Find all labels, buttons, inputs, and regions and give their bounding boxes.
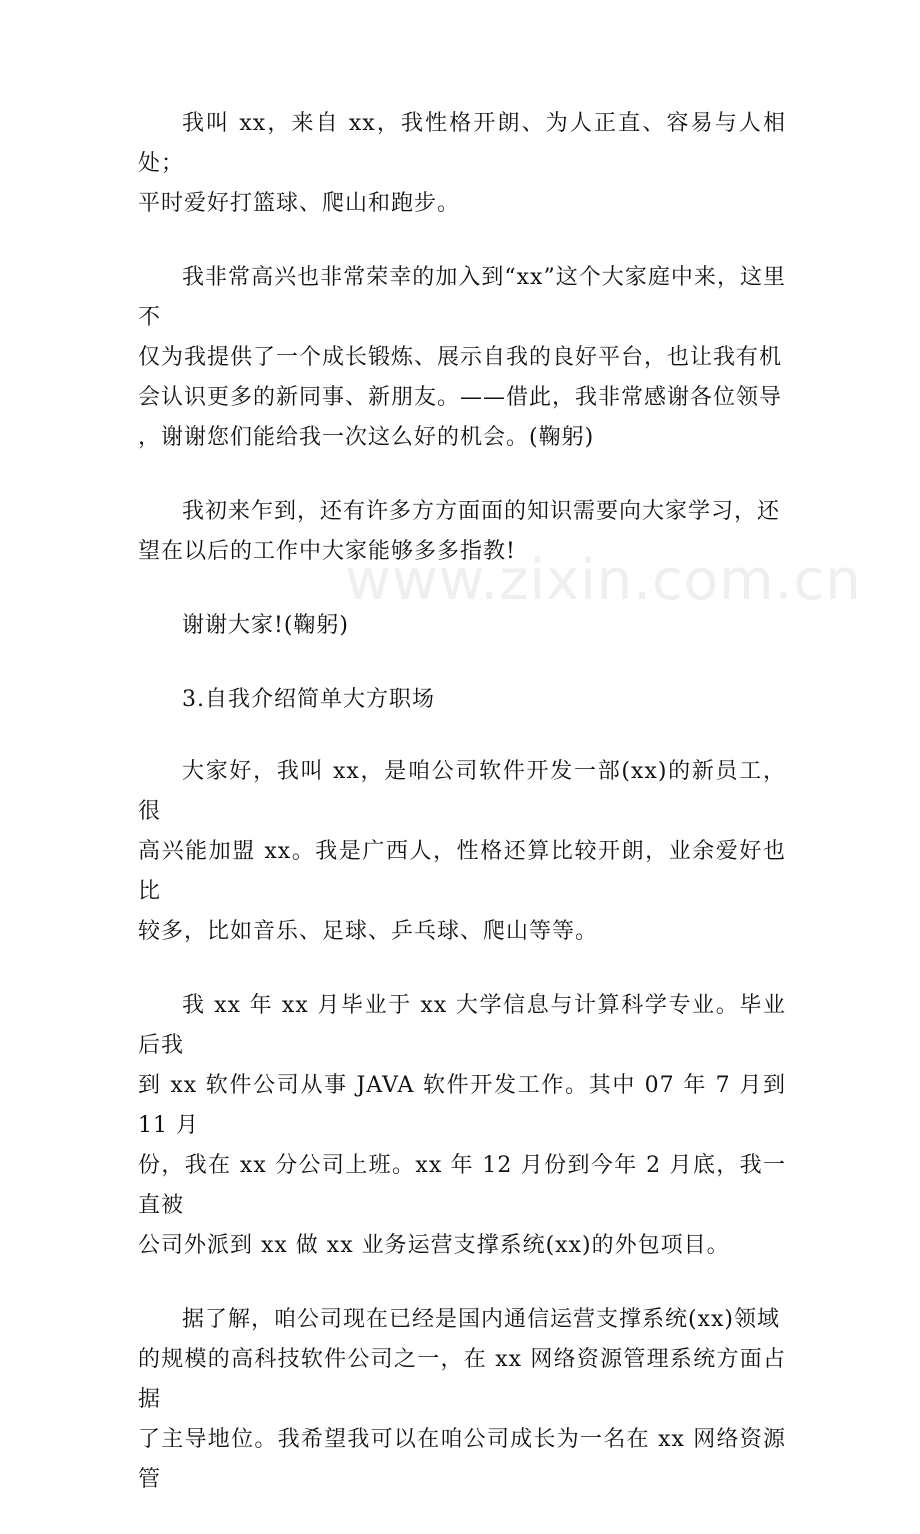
paragraph-experience: 我 xx 年 xx 月毕业于 xx 大学信息与计算科学专业。毕业后我 到 xx 软件公司从事 JAVA 软件开发工作。其中 07 年 7 月到 11 月 份，我在 xx 分公司上班。xx 年 12 月份到今年 2 月底，我一直被 公司外派到 xx 做 xx 业务运营支撑系统(xx)的外包项目。 bbox=[138, 993, 786, 1258]
paragraph-company: 据了解，咱公司现在已经是国内通信运营支撑系统(xx)领域 的规模的高科技软件公司之一，在 xx 网络资源管理系统方面占据 了主导地位。我希望我可以在咱公司成长为一名在 xx 网络资源管 bbox=[138, 1307, 786, 1492]
paragraph-greeting: 大家好，我叫 xx，是咱公司软件开发一部(xx)的新员工，很 高兴能加盟 xx。我是广西人，性格还算比较开朗，业余爱好也比 较多，比如音乐、足球、乒乓球、爬山等等。 bbox=[138, 759, 786, 944]
paragraph-gratitude: 我非常高兴也非常荣幸的加入到“xx”这个大家庭中来，这里不 仅为我提供了一个成长锻炼、展示自我的良好平台，也让我有机 会认识更多的新同事、新朋友。——借此，我非常感谢各位领导 ，谢谢您们能给我一次这么好的机会。(鞠躬) bbox=[138, 265, 786, 450]
paragraph-thanks: 谢谢大家!(鞠躬) bbox=[182, 613, 350, 638]
document-body bbox=[138, 104, 786, 1534]
paragraph-self-intro: 我叫 xx，来自 xx，我性格开朗、为人正直、容易与人相处； 平时爱好打篮球、爬山和跑步。 bbox=[138, 111, 786, 216]
watermark-text: www.zixin.com.cn bbox=[345, 548, 862, 613]
paragraph-learning: 我初来乍到，还有许多方方面面的知识需要向大家学习，还 望在以后的工作中大家能够多多指教! bbox=[138, 499, 781, 564]
section-heading: 3.自我介绍简单大方职场 bbox=[182, 687, 435, 712]
